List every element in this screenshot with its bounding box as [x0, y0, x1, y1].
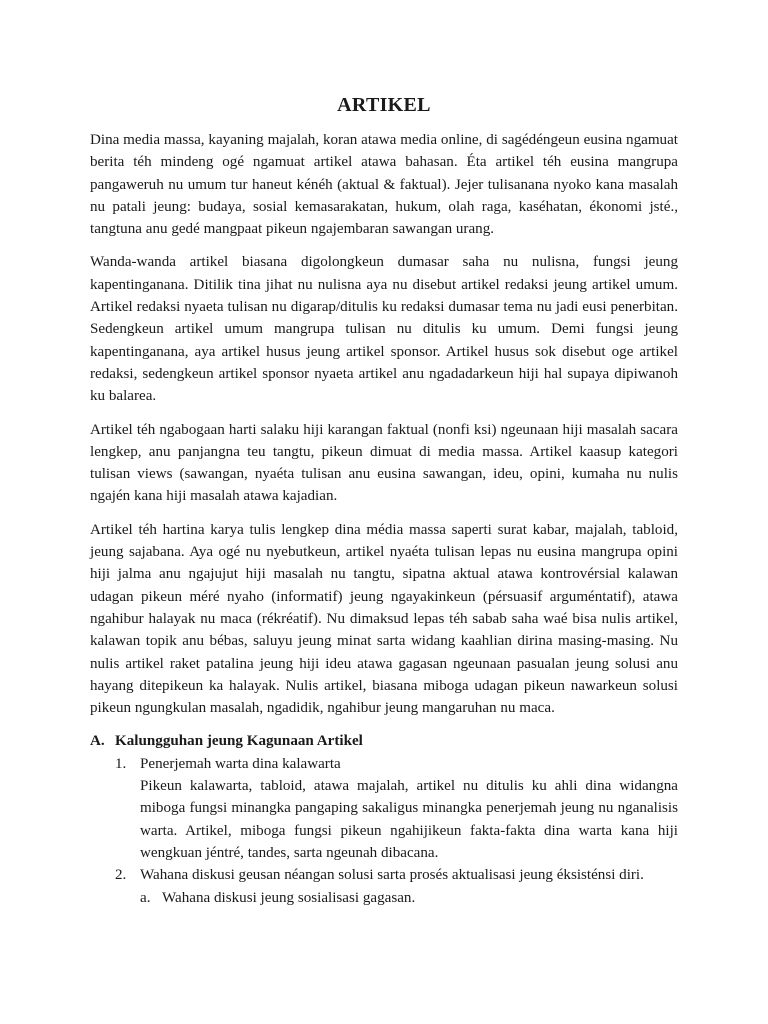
list-item-text: Pikeun kalawarta, tabloid, atawa majalah, artikel nu ditulis ku ahli dina widangna miboga fungsi minangka pangaping sakaligus minangka penerjemah jeung nu nganalisis warta. Artikel, miboga fungsi pikeun ngahijikeun fakta-fakta dina warta kana hiji wengkuan jéntré, tandes, sarta ngeunah dibacana. [140, 778, 678, 861]
list-item-body [140, 864, 678, 909]
list-item-title: Penerjemah warta dina kalawarta [140, 755, 341, 772]
document-title: ARTIKEL [337, 94, 431, 116]
list-item-number: 1. [115, 755, 127, 772]
section-letter: A. [90, 733, 105, 750]
paragraph-intro: Dina media massa, kayaning majalah, koran atawa media online, di sagédéngeun eusina ngamuat berita téh mindeng ogé ngamuat artikel atawa bahasan. Éta artikel téh eusina mangrupa pangaweruh nu umum tur haneut kénéh (aktual & faktual). Jejer tulisanana nyoko kana masalah nu patali jeung: budaya, sosial kemasarakatan, hukum, olah raga, kaséhatan, ékonomi jsté., tangtuna anu gedé mangpaat pikeun ngajembaran sawangan urang. [90, 132, 678, 238]
section-heading [90, 730, 678, 752]
section-list [90, 753, 678, 909]
list-item-title: Wahana diskusi geusan néangan solusi sarta prosés aktualisasi jeung éksisténsi diri. [140, 867, 644, 884]
paragraph-definition: Artikel téh ngabogaan harti salaku hiji karangan faktual (nonfi ksi) ngeunaan hiji masalah sacara lengkep, anu panjangna teu tangtu, pikeun dimuat di media massa. Artikel kaasup kategori tulisan views (sawangan, nyaéta tulisan anu eusina sawangan, ideu, opini, kumaha nu nulis ngajén kana hiji masalah atawa kajadian. [90, 421, 678, 505]
sub-list-item [140, 887, 678, 909]
list-item-number: 2. [115, 867, 127, 884]
list-item-body [140, 753, 678, 864]
document-page [90, 92, 678, 909]
list-item [115, 864, 678, 909]
sub-list-item-text: Wahana diskusi jeung sosialisasi gagasan. [162, 889, 416, 906]
section-title: Kalungguhan jeung Kagunaan Artikel [115, 733, 363, 750]
sub-list-item-letter: a. [140, 889, 151, 906]
paragraph-types: Wanda-wanda artikel biasana digolongkeun dumasar saha nu nulisna, fungsi jeung kapentinganana. Ditilik tina jihat nu nulisna aya nu disebut artikel redaksi jeung artikel umum. Artikel redaksi nyaeta tulisan nu digarap/ditulis ku redaksi dumasar tema nu jadi eusi penerbitan. Sedengkeun artikel umum mangrupa tulisan nu ditulis ku umum. Demi fungsi jeung kapentinganana, aya artikel husus jeung artikel sponsor. Artikel husus sok disebut oge artikel redaksi, sedengkeun artikel sponsor nyaeta artikel anu ngadadarkeun hiji hal supaya dipiwanoh ku balarea. [90, 254, 678, 405]
paragraph-meaning: Artikel téh hartina karya tulis lengkep dina média massa saperti surat kabar, majalah, tabloid, jeung sajabana. Aya ogé nu nyebutkeun, artikel nyaéta tulisan lepas nu eusina mangrupa opini hiji jalma anu ngajujut hiji masalah nu tangtu, sipatna aktual atawa kontrovérsial kalawan udagan pikeun méré nyaho (informatif) jeung ngayakinkeun (pérsuasif arguméntatif), atawa ngahibur halayak nu maca (rékréatif). Nu dimaksud lepas téh sabab saha waé bisa nulis artikel, kalawan topik anu bébas, saluyu jeung minat sarta widang kaahlian dirina masing-masing. Nu nulis artikel raket patalina jeung hiji ideu atawa gagasan ngeunaan pasualan jeung solusi anu hayang ditepikeun ka halayak. Nulis artikel, biasana miboga udagan pikeun nawarkeun solusi pikeun ngungkulan masalah, ngadidik, ngahibur jeung mangaruhan nu maca. [90, 521, 678, 717]
list-item [115, 753, 678, 864]
